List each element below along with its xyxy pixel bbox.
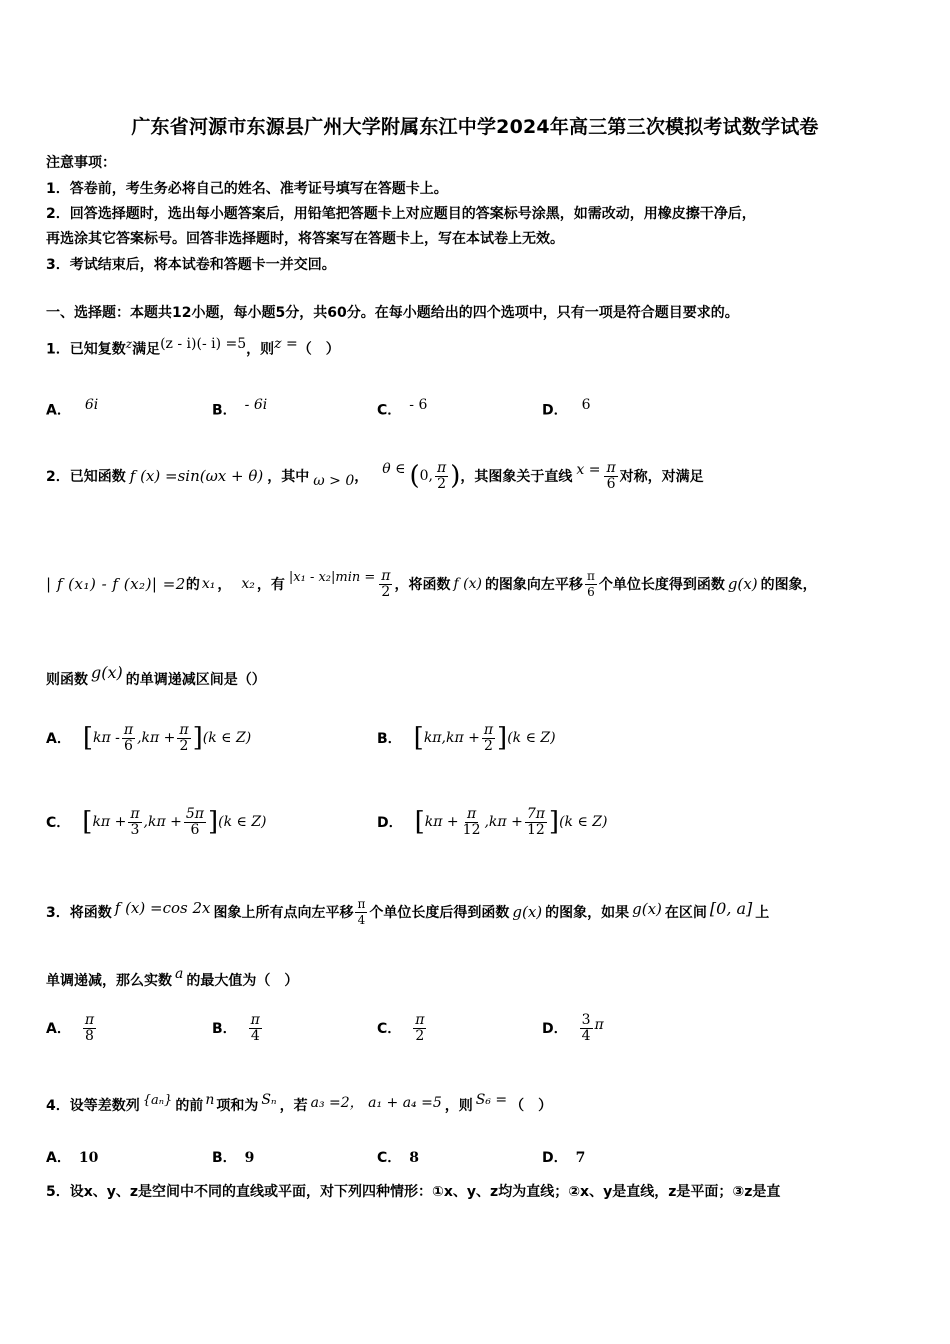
q2-zero: 0, xyxy=(419,468,433,484)
q4-text-e: ，则 xyxy=(444,1098,473,1114)
q2-comma: ， xyxy=(354,469,369,485)
q3-option-d[interactable]: D． $\frac{3}{4}$ π xyxy=(542,1011,604,1044)
q3-gx: g(x) xyxy=(512,903,543,921)
q2-omega: ω > 0 xyxy=(313,473,355,489)
q1-z: z xyxy=(125,337,133,351)
q3-shift-frac: $\frac{\pi}{4}$ xyxy=(357,896,366,927)
q1-paren: （ ） xyxy=(297,341,340,358)
q2-theta-frac: $\frac{\pi}{2}$ xyxy=(437,459,447,492)
q3-a: a xyxy=(175,966,184,982)
q2-x1: x₁ xyxy=(201,576,216,592)
q1-option-b[interactable]: B． $^{- 6i}$ xyxy=(212,397,268,419)
notice-item-2: 2．回答选择题时，选出每小题答案后，用铅笔把答题卡上对应题目的答案标号涂黑，如需改动，用橡皮擦干净后， xyxy=(46,206,756,222)
question-1 xyxy=(46,336,340,359)
q2-x-eq: x = xyxy=(576,462,601,478)
q2-paren-close: ) xyxy=(450,461,461,491)
q3-option-a[interactable]: A． $\frac{\pi}{8}$ xyxy=(46,1011,95,1044)
q2-option-a[interactable]: A． [ kπ - $\frac{\pi}{6}$ ,kπ + $\frac{\pi}{2}$ ] (k ∈ Z) xyxy=(46,721,252,754)
q3-text-d: 的图象，如果 xyxy=(545,905,630,921)
q2-text-f: ，有 xyxy=(256,577,285,593)
q2-text-i: 个单位长度得到函数 xyxy=(598,577,725,593)
q4-text-c: 项和为 xyxy=(216,1098,259,1114)
q2-paren-open: ( xyxy=(409,461,420,491)
q1-option-a[interactable]: A． $^{6i}$ xyxy=(46,397,99,419)
q4-text-d: ，若 xyxy=(279,1098,308,1114)
q2-shift-frac: $\frac{\pi}{6}$ xyxy=(586,568,595,599)
q1-z-equals: z = xyxy=(274,336,298,352)
q2-text-b: ，其中 xyxy=(267,469,310,485)
q4-option-c[interactable]: C． 8 xyxy=(377,1150,420,1166)
q1-text-c: ，则 xyxy=(246,341,275,358)
q3-function: f (x) =cos 2x xyxy=(114,899,211,917)
q3-gx-2: g(x) xyxy=(632,900,662,918)
q2-fx: f (x) xyxy=(453,576,482,592)
q4-s6: S₆ = xyxy=(475,1092,508,1108)
q3-interval: [0, a] xyxy=(709,898,753,918)
q3-option-c[interactable]: C． $\frac{\pi}{2}$ xyxy=(377,1011,425,1044)
q4-option-a[interactable]: A． 10 xyxy=(46,1150,99,1166)
q4-option-b[interactable]: B． 9 xyxy=(212,1150,255,1166)
q4-paren: （ ） xyxy=(510,1098,553,1114)
q4-n: n xyxy=(205,1092,215,1108)
q3-option-b[interactable]: B． $\frac{\pi}{4}$ xyxy=(212,1011,260,1044)
section-heading: 一、选择题：本题共12小题，每小题5分，共60分。在每小题给出的四个选项中，只有一项是符合题目要求的。 xyxy=(46,305,739,321)
question-2-line-1 xyxy=(46,454,704,498)
question-2-line-2 xyxy=(46,562,817,606)
q4-sn: Sₙ xyxy=(261,1092,277,1108)
q1-text-a: 1．已知复数 xyxy=(46,341,126,358)
q2-gx-2: g(x) xyxy=(91,662,123,682)
q2-sep: ， xyxy=(217,577,232,593)
notice-item-2-cont: 再选涂其它答案标号。回答非选择题时，将答案写在答题卡上，写在本试卷上无效。 xyxy=(46,231,564,247)
q3-text-c: 个单位长度后得到函数 xyxy=(369,905,510,921)
q2-theta: θ ∈ xyxy=(382,461,406,477)
q2-option-b[interactable]: B． [ kπ,kπ + $\frac{\pi}{2}$ ] (k ∈ Z) xyxy=(377,721,556,754)
q1-text-b: 满足 xyxy=(132,341,161,358)
page-title: 广东省河源市东源县广州大学附属东江中学2024年高三第三次模拟考试数学试卷 xyxy=(131,116,819,138)
q3-text-e: 在区间 xyxy=(664,905,707,921)
q2-text-a: 2．已知函数 xyxy=(46,469,126,485)
q2-min-frac: $\frac{\pi}{2}$ xyxy=(381,567,391,600)
q2-text-d: 对称，对满足 xyxy=(619,469,704,485)
q1-option-d[interactable]: D． $^6$ xyxy=(542,397,591,419)
q1-option-c[interactable]: C． $^{- 6}$ xyxy=(377,397,428,419)
notice-item-3: 3．考试结束后，将本试卷和答题卡一并交回。 xyxy=(46,257,336,273)
question-3-line-1 xyxy=(46,890,769,934)
q2-line-frac: $\frac{\pi}{6}$ xyxy=(606,459,616,492)
notice-heading: 注意事项： xyxy=(46,155,116,171)
q3-text-h: 的最大值为（ ） xyxy=(186,973,299,989)
question-3-line-2 xyxy=(46,968,298,992)
q2-text-e: 的 xyxy=(185,577,200,593)
q4-option-d[interactable]: D． 7 xyxy=(542,1150,586,1166)
q2-function: f (x) =sin(ωx + θ) xyxy=(129,467,264,485)
q2-abs-condition: | f (x₁) - f (x₂)| =2 xyxy=(46,575,186,593)
q2-text-c: ，其图象关于直线 xyxy=(460,469,573,485)
q1-equation: (z - i)(- i) =5 xyxy=(160,336,247,352)
q3-text-g: 单调递减，那么实数 xyxy=(46,973,172,989)
q2-gx: g(x) xyxy=(727,575,758,593)
question-5: 5．设x、y、z是空间中不同的直线或平面，对下列四种情形：①x、y、z均为直线；②x、y是直线，z是平面；③z是直 xyxy=(46,1184,781,1200)
notice-item-1: 1．答卷前，考生务必将自己的姓名、准考证号填写在答题卡上。 xyxy=(46,181,448,197)
q2-option-d[interactable]: D． [ kπ + $\frac{\pi}{12}$ ,kπ + $\frac{7\pi}{12}$ ] (k ∈ Z) xyxy=(377,805,608,838)
q2-option-c[interactable]: C． [ kπ + $\frac{\pi}{3}$ ,kπ + $\frac{5\pi}{6}$ ] (k ∈ Z) xyxy=(46,805,267,838)
q3-text-a: 3．将函数 xyxy=(46,905,112,921)
q4-text-b: 的前 xyxy=(175,1098,204,1114)
q2-text-j: 的图象， xyxy=(760,577,817,593)
q2-min: |x₁ - x₂|min = xyxy=(288,569,376,585)
q4-text-a: 4．设等差数列 xyxy=(46,1098,140,1114)
q2-text-l: 的单调递减区间是（） xyxy=(125,672,266,688)
q2-text-g: ，将函数 xyxy=(394,577,451,593)
question-2-line-3 xyxy=(46,664,266,694)
q4-sequence: {aₙ} xyxy=(142,1092,173,1108)
question-4 xyxy=(46,1090,552,1120)
q2-text-h: 的图象向左平移 xyxy=(484,577,583,593)
q3-text-b: 图象上所有点向左平移 xyxy=(213,905,354,921)
q2-x2: x₂ xyxy=(241,576,255,592)
q4-condition: a₃ =2， a₁ + a₄ =5 xyxy=(310,1095,442,1111)
q2-text-k: 则函数 xyxy=(46,672,88,688)
q3-text-f: 上 xyxy=(755,905,770,921)
